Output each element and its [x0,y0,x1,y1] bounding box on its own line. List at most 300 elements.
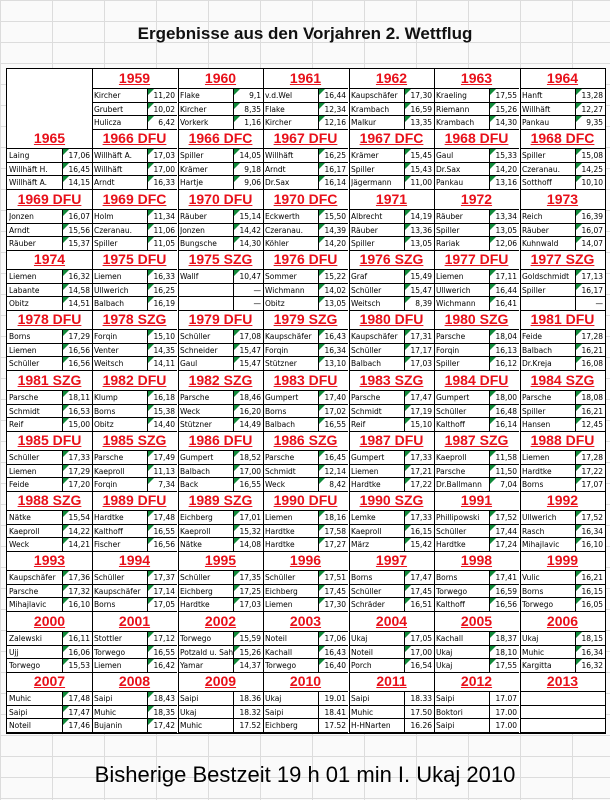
flight-time: 16.26 [404,719,432,732]
flight-time: 13,34 [489,210,517,223]
flight-time: 16,59 [489,585,517,598]
pilot-name: Köhler [265,239,289,248]
flight-time: 17,49 [147,451,175,464]
result-row [7,645,92,659]
flight-time: 18,16 [318,511,346,524]
year-block [92,129,177,189]
result-row [520,209,605,223]
result-row [178,417,263,432]
flight-time: 12,45 [575,418,603,431]
pilot-name: Bujanin [94,721,123,730]
pilot-name: Spiller [522,285,546,295]
best-time-footer: Bisherige Bestzeit 19 h 01 min I. Ukaj 2010 [94,762,516,787]
result-row [520,175,605,190]
flight-time: 9,35 [575,116,603,129]
pilot-name: Eichberg [180,586,213,596]
result-row [434,404,519,418]
year-heading: 1984 DFU [444,372,509,388]
flight-time: 16,41 [489,297,517,310]
year-block [7,672,92,732]
result-row [178,570,263,584]
result-row [263,631,348,645]
flight-time: 12,06 [489,237,517,250]
result-row [263,88,348,102]
result-row [7,631,92,645]
year-heading: 2003 [289,613,322,629]
pilot-name: Kircher [265,118,292,127]
year-heading: 1961 [289,70,322,86]
pilot-name: Kachall [265,647,293,657]
result-row [263,417,348,432]
year-block [263,190,348,250]
flight-time: 17,40 [318,391,346,404]
result-row [263,570,348,584]
result-row [7,464,92,478]
result-row [7,510,92,524]
pilot-name: Spiller [522,406,546,416]
result-row [349,477,434,492]
pilot-name: Nätke [9,513,31,522]
flight-time: 17,30 [318,598,346,611]
year-heading: 1967 DFC [359,130,424,146]
year-block [263,612,348,672]
result-row [434,269,519,283]
pilot-name: Kuhnwald [522,239,559,248]
flight-time: — [233,297,261,310]
result-row [349,223,434,237]
year-block [434,190,519,250]
flight-time: 12,34 [318,103,346,116]
year-heading: 1993 [33,552,66,568]
result-row [349,102,434,116]
year-block [349,250,434,310]
pilot-name: Liemen [265,513,293,522]
pilot-name: Forqin [436,345,460,355]
flight-time: 17,33 [404,451,432,464]
result-row [92,691,177,705]
year-heading: 2004 [375,613,408,629]
pilot-name: Ukaj [436,647,453,657]
result-row [7,597,92,612]
result-row [92,584,177,598]
result-row [7,705,92,719]
result-row [92,223,177,237]
year-heading: 1968 DFC [530,130,595,146]
pilot-name: Schüller [436,406,467,416]
result-row [263,658,348,673]
year-block [178,371,263,431]
pilot-name: Back [180,480,199,489]
result-row [434,477,519,492]
year-heading: 1977 DFU [444,251,509,267]
flight-time: 15,37 [62,237,90,250]
flight-time: 17,32 [62,585,90,598]
flight-time: 16,19 [147,297,175,310]
year-block [349,129,434,189]
result-row [349,209,434,223]
year-block [178,551,263,611]
year-block [263,69,348,129]
result-row [434,417,519,432]
result-row [434,236,519,251]
pilot-name: Stützner [265,359,297,368]
flight-time: 13,05 [404,237,432,250]
pilot-name: Torwego [94,647,126,657]
flight-time: 16,34 [575,646,603,659]
result-row [349,404,434,418]
flight-time: 16,17 [318,163,346,176]
flight-time: 16,55 [147,646,175,659]
flight-time: 16,20 [233,405,261,418]
year-block [263,431,348,491]
pilot-name: Weck [9,540,30,549]
result-row [92,236,177,251]
result-row [434,645,519,659]
result-row [520,645,605,659]
pilot-name: Saipi [265,707,284,717]
flight-time: 16,34 [318,344,346,357]
year-block [178,250,263,310]
flight-time: 17,51 [318,571,346,584]
result-row [349,631,434,645]
flight-time: 16,25 [318,149,346,162]
result-row [263,510,348,524]
flight-time: 18,04 [489,330,517,343]
flight-time: 16,21 [575,344,603,357]
result-row [520,283,605,297]
flight-time: 18,08 [575,391,603,404]
flight-time: 16,15 [575,585,603,598]
result-row [92,209,177,223]
pilot-name: Ukaj [265,694,282,703]
pilot-name: Pankau [522,118,550,127]
flight-time: 14,51 [62,297,90,310]
year-block [434,672,519,732]
flight-time: 11,05 [147,237,175,250]
year-heading: 1975 SZG [188,251,253,267]
pilot-name: Dr.Ballmann [436,480,482,489]
flight-time: 16,33 [147,176,175,189]
result-row [178,464,263,478]
flight-time: 16,56 [62,344,90,357]
flight-time: 17,31 [404,330,432,343]
year-heading: 2009 [204,673,237,689]
flight-time: 18.41 [318,706,346,719]
flight-time: 15,26 [489,103,517,116]
result-row [434,510,519,524]
result-row [7,223,92,237]
pilot-name: Liemen [351,466,379,476]
year-heading: 1976 SZG [359,251,424,267]
year-block [434,129,519,189]
result-row [434,162,519,176]
pilot-name: Muhic [180,721,203,730]
pilot-name: Torwego [522,600,554,609]
pilot-name: Kaupschäfer [265,332,312,341]
pilot-name: Kachall [436,634,464,643]
pilot-name: Kaeproll [180,526,211,536]
pilot-name: Saipi [94,694,113,703]
result-row [178,584,263,598]
year-heading: 1962 [375,70,408,86]
result-row [178,115,263,130]
result-row [92,343,177,357]
pilot-name: Borns [522,480,544,489]
year-block [349,672,434,732]
result-row [92,390,177,404]
flight-time: 13,28 [575,89,603,102]
result-row [7,450,92,464]
pilot-name: Kaupschäfer [94,586,141,596]
result-row [263,705,348,719]
flight-time: 17,05 [147,598,175,611]
result-row [263,464,348,478]
pilot-name: Zalewski [9,634,42,643]
year-heading: 1965 [33,130,66,146]
flight-time: 10,02 [147,103,175,116]
flight-time: 16,59 [404,103,432,116]
flight-time: 9,1 [233,89,261,102]
year-heading: 2000 [33,613,66,629]
year-heading: 1998 [460,552,493,568]
flight-time: 16,43 [318,646,346,659]
flight-time: 14,58 [62,284,90,297]
year-heading: 1987 SZG [444,432,509,448]
flight-time: 16,56 [147,538,175,551]
result-row [7,236,92,251]
year-block [178,672,263,732]
year-block [178,129,263,189]
result-row [263,329,348,343]
pilot-name: Parsche [9,393,39,402]
result-row [349,584,434,598]
result-row [92,162,177,176]
year-heading: 2011 [376,673,407,689]
result-row [178,175,263,190]
result-row [263,102,348,116]
year-block [349,551,434,611]
year-block [7,129,92,189]
result-row [520,718,605,733]
year-heading: 1988 SZG [17,492,82,508]
flight-time: 15,33 [489,149,517,162]
flight-time: 14,20 [489,163,517,176]
result-row [92,524,177,538]
flight-time: 16,56 [62,357,90,370]
flight-time: 18,10 [489,646,517,659]
pilot-name: Kargitta [522,661,552,670]
year-heading: 1988 DFU [530,432,595,448]
result-row [520,691,605,705]
pilot-name: Kalthoff [436,600,465,609]
year-block [520,250,605,310]
pilot-name: Räuber [436,212,463,221]
year-heading: 2008 [118,673,151,689]
result-row [178,705,263,719]
result-row [263,115,348,130]
year-heading: 1970 DFU [188,191,253,207]
result-row [520,510,605,524]
result-row [7,524,92,538]
result-row [178,209,263,223]
pilot-name: Kaupschäfer [351,91,398,100]
pilot-name: Parsche [9,586,39,596]
flight-time: 17,52 [575,511,603,524]
pilot-name: Spiller [180,151,204,160]
result-row [92,477,177,492]
flight-time: 17,00 [147,163,175,176]
result-row [520,584,605,598]
flight-time: 17,14 [147,585,175,598]
flight-time: 17,48 [147,511,175,524]
result-row [178,148,263,162]
pilot-name: Gumpert [180,453,214,462]
pilot-name: Rasch [522,526,545,536]
result-row [92,631,177,645]
result-row [520,329,605,343]
result-row [434,329,519,343]
flight-time: 18.33 [404,692,432,705]
year-heading: 1971 [375,191,408,207]
flight-time: 16,10 [575,538,603,551]
pilot-name: Klump [94,393,118,402]
flight-time: 17,33 [62,451,90,464]
flight-time: 17,47 [404,391,432,404]
result-row [7,718,92,733]
year-heading: 1974 [33,251,66,267]
result-row [434,658,519,673]
flight-time: 13,05 [489,224,517,237]
flight-time: 18,46 [233,391,261,404]
flight-time: 17,22 [575,465,603,478]
flight-time: 16,55 [233,478,261,491]
flight-time: 14,49 [233,418,261,431]
pilot-name: Spiller [94,239,118,248]
result-row [434,356,519,371]
year-heading: 1999 [546,552,579,568]
result-row [349,718,434,733]
result-row [7,296,92,311]
flight-time: 17,05 [404,632,432,645]
flight-time: 8,42 [318,478,346,491]
pilot-name: Schüller [351,586,382,596]
flight-time: 17,08 [233,330,261,343]
result-row [349,537,434,552]
flight-time: 16,44 [489,284,517,297]
pilot-name: Willhäft A. [9,178,48,187]
pilot-name: Kaeproll [351,526,382,536]
flight-time: 14,30 [233,237,261,250]
pilot-name: Ukaj [522,634,539,643]
flight-time: 15,10 [404,418,432,431]
pilot-name: Hardtke [180,600,210,609]
pilot-name: Obitz [94,420,114,429]
flight-time: 17,28 [575,330,603,343]
year-heading: 1985 SZG [102,432,167,448]
result-row [263,718,348,733]
pilot-name: Wallf [180,272,199,281]
year-block [7,310,92,370]
result-row [263,524,348,538]
year-heading [7,69,92,88]
result-row [263,236,348,251]
pilot-name: Balbach [94,299,125,308]
flight-time: 17,29 [62,330,90,343]
pilot-name: Mihajlavic [522,540,560,549]
result-row [263,209,348,223]
year-block [92,672,177,732]
flight-time: 17.52 [318,719,346,732]
result-row [7,584,92,598]
result-row [349,115,434,130]
year-block [92,69,177,129]
pilot-name: Obitz [265,299,285,308]
year-block [263,551,348,611]
pilot-name: Ullwerich [436,285,471,295]
flight-time: 18,37 [489,632,517,645]
year-block [520,431,605,491]
pilot-name: Liemen [9,272,37,281]
flight-time: 18.32 [233,706,261,719]
flight-time: 11,34 [147,210,175,223]
pilot-name: Vorkerk [180,118,209,127]
year-block [349,310,434,370]
pilot-name: Spiller [351,164,375,174]
pilot-name: Arndt [9,225,30,235]
flight-time: 14,21 [62,538,90,551]
flight-time: 16,54 [404,659,432,672]
flight-time: 17,45 [318,585,346,598]
result-row [349,236,434,251]
pilot-name: Ukaj [351,634,368,643]
result-row [434,450,519,464]
flight-time: 16,34 [575,525,603,538]
pilot-name: Sommer [265,272,297,281]
flight-time: 16,40 [318,659,346,672]
result-row [92,510,177,524]
result-row [434,631,519,645]
year-block [434,551,519,611]
result-row [520,115,605,130]
flight-time: 15,47 [233,357,261,370]
year-block [7,69,92,129]
flight-time: 16,17 [575,284,603,297]
flight-time: 17,19 [404,405,432,418]
result-row [92,417,177,432]
result-row [92,88,177,102]
flight-time: 17,47 [62,706,90,719]
pilot-name: Reich [522,212,543,221]
flight-time: 15,22 [318,270,346,283]
flight-time: 11,20 [147,89,175,102]
result-row [434,597,519,612]
flight-time: 17.00 [489,706,517,719]
pilot-name: Dr.Sax [265,178,290,187]
year-heading: 2012 [460,673,493,689]
flight-time: 16,21 [575,405,603,418]
year-block [178,310,263,370]
flight-time: 17,44 [489,525,517,538]
pilot-name: Kaeproll [436,453,467,462]
result-row [263,691,348,705]
result-row [7,329,92,343]
year-block [92,551,177,611]
result-row [349,524,434,538]
flight-time: 14,19 [404,210,432,223]
result-row [434,343,519,357]
flight-time: 7,34 [147,478,175,491]
flight-time: 9,06 [233,176,261,189]
